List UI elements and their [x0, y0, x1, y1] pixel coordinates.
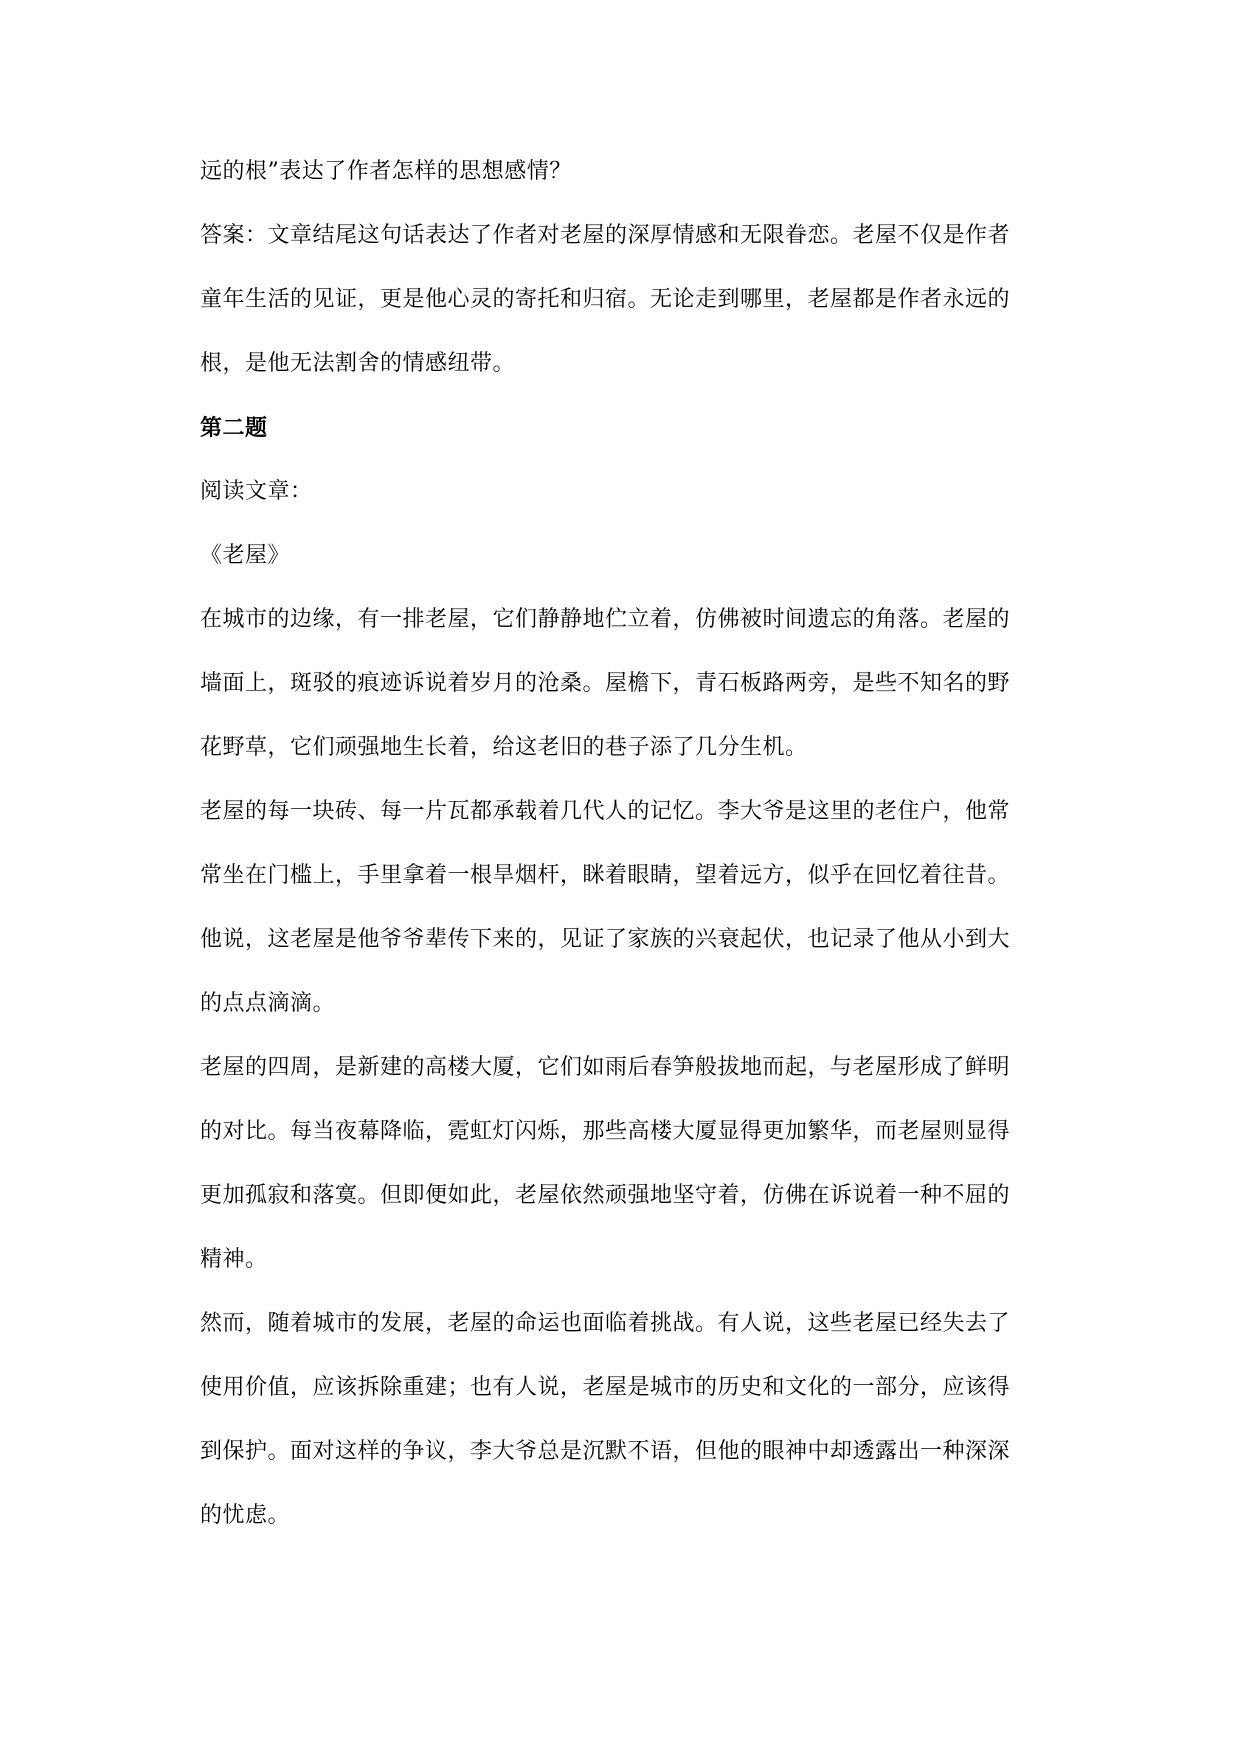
- text-line: 老屋的每一块砖、每一片瓦都承载着几代人的记忆。李大爷是这里的老住户，他常: [200, 799, 1011, 824]
- text-line: 《老屋》: [200, 543, 291, 568]
- text-line: 的点点滴滴。: [200, 991, 336, 1016]
- text-line: 墙面上，斑驳的痕迹诉说着岁月的沧桑。屋檐下，青石板路两旁，是些不知名的野: [200, 671, 1011, 696]
- text-line: 阅读文章：: [200, 479, 313, 504]
- text-line: 的忧虑。: [200, 1503, 291, 1528]
- text-line: 他说，这老屋是他爷爷辈传下来的，见证了家族的兴衰起伏，也记录了他从小到大: [200, 927, 1011, 952]
- text-line: 在城市的边缘，有一排老屋，它们静静地伫立着，仿佛被时间遗忘的角落。老屋的: [200, 607, 1011, 632]
- text-line: 根，是他无法割舍的情感纽带。: [200, 351, 516, 376]
- text-line: 然而，随着城市的发展，老屋的命运也面临着挑战。有人说，这些老屋已经失去了: [200, 1311, 1011, 1336]
- text-line: 老屋的四周，是新建的高楼大厦，它们如雨后春笋般拔地而起，与老屋形成了鲜明: [200, 1055, 1011, 1080]
- text-line: 到保护。面对这样的争议，李大爷总是沉默不语，但他的眼神中却透露出一种深深: [200, 1439, 1011, 1464]
- text-line: 的对比。每当夜幕降临，霓虹灯闪烁，那些高楼大厦显得更加繁华，而老屋则显得: [200, 1119, 1011, 1144]
- text-line: 童年生活的见证，更是他心灵的寄托和归宿。无论走到哪里，老屋都是作者永远的: [200, 287, 1011, 312]
- text-line: 精神。: [200, 1247, 268, 1272]
- text-line: 远的根”表达了作者怎样的思想感情？: [200, 159, 572, 184]
- section-heading: 第二题: [200, 415, 268, 441]
- text-line: 更加孤寂和落寞。但即便如此，老屋依然顽强地坚守着，仿佛在诉说着一种不屈的: [200, 1183, 1011, 1208]
- document-body: [200, 140, 1090, 1548]
- text-line: 花野草，它们顽强地生长着，给这老旧的巷子添了几分生机。: [200, 735, 808, 760]
- text-line: 常坐在门槛上，手里拿着一根旱烟杆，眯着眼睛，望着远方，似乎在回忆着往昔。: [200, 863, 1011, 888]
- text-line: 答案：文章结尾这句话表达了作者对老屋的深厚情感和无限眷恋。老屋不仅是作者: [200, 223, 1011, 248]
- text-line: 使用价值，应该拆除重建；也有人说，老屋是城市的历史和文化的一部分，应该得: [200, 1375, 1011, 1400]
